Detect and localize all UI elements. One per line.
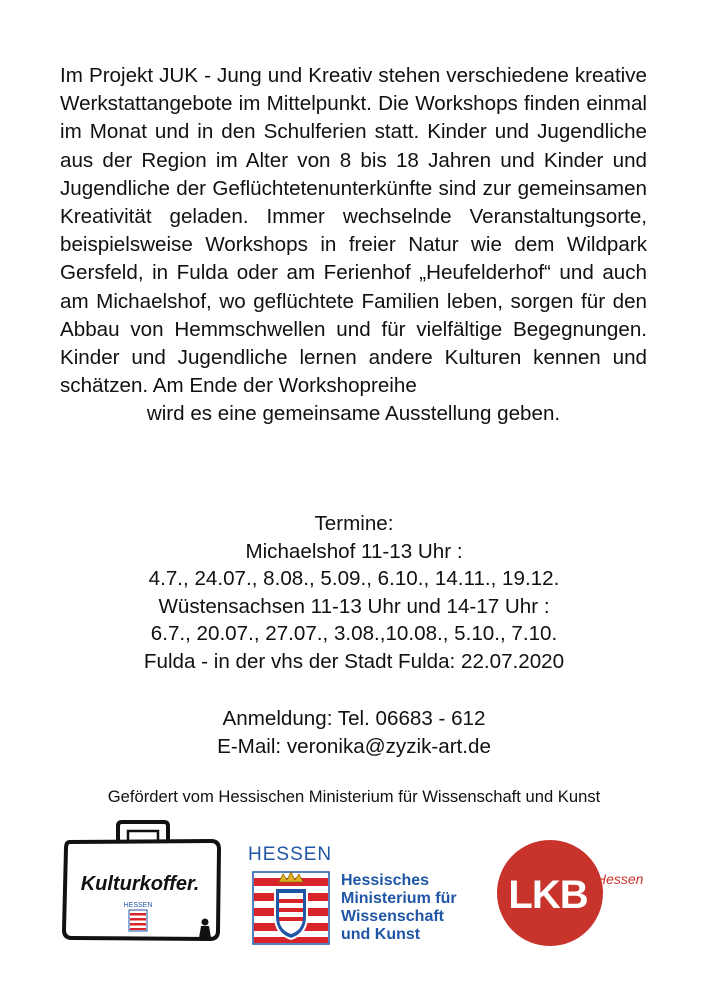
hmwk-name-line: Ministerium für: [341, 890, 457, 907]
termine-heading: Termine:: [314, 512, 394, 535]
termine-line: Michaelshof 11-13 Uhr :: [245, 539, 463, 563]
intro-paragraph: [60, 62, 647, 429]
svg-text:Hessisches Ministerium für: [341, 872, 461, 943]
contact-email[interactable]: E-Mail: veronika@zyzik-art.de: [217, 734, 491, 758]
termine-line: 6.7., 20.07., 27.07., 3.08.,10.08., 5.10., 7.10.: [150, 622, 558, 646]
hmwk-name-line: Hessisches: [341, 872, 430, 889]
intro-last-line: wird es eine gemeinsame Ausstellung geben.: [146, 402, 561, 426]
hmwk-name-line: und Kunst: [341, 926, 421, 943]
kulturkoffer-crest-icon: [129, 910, 147, 931]
lkb-hessen-label: Hessen: [596, 871, 644, 887]
termine-line: Wüstensachsen 11-13 Uhr und 14-17 Uhr :: [158, 594, 550, 618]
lkb-wordmark: LKB: [508, 873, 588, 917]
hmwk-logo: [245, 838, 485, 950]
contact-section: [0, 705, 708, 760]
termine-line: 4.7., 24.07., 8.08., 5.09., 6.10., 14.11., 19.12.: [148, 567, 560, 591]
kulturkoffer-wordmark: Kulturkoffer.: [80, 873, 200, 895]
termine-line: Fulda - in der vhs der Stadt Fulda: 22.07.2020: [143, 649, 565, 673]
hmwk-hessen-label: HESSEN: [248, 844, 333, 865]
lkb-hessen-logo: [494, 837, 664, 949]
kulturkoffer-logo: [58, 818, 228, 948]
funding-note: Gefördert vom Hessischen Ministerium für Wissenschaft und Kunst: [107, 787, 601, 806]
hessen-crest-icon: [253, 872, 329, 944]
kulturkoffer-hessen-label: HESSEN: [123, 902, 153, 909]
contact-phone: Anmeldung: Tel. 06683 - 612: [222, 707, 486, 730]
termine-section: [0, 510, 708, 676]
intro-text: Im Projekt JUK - Jung und Kreativ stehen verschiedene kreative Werkstattangebote im Mittelpunkt. Die Workshops finden einmal im Monat und in den Schulferien statt. Kinder und Jugendliche aus der Region im Alter von 8 bis 18 Jahren und Kinder und Jugendliche der Geflüchtetenunterkünfte sind zur gemeinsamen Kreativität geladen. Immer wechselnde Veranstaltungsorte, beispielsweise Workshops in freier Natur wie dem Wildpark Gersfeld, in Fulda oder am Ferienhof „Heufelderhof“ und auch am Michaelshof, wo geflüchtete Familien leben, sorgen für den Abbau von Hemmschwellen und für vielfältige Begegnungen. Kinder und Jugendliche lernen andere Kulturen kennen und schätzen. Am Ende der Workshopreihe: [60, 64, 647, 398]
hmwk-name-line: Wissenschaft: [341, 908, 444, 925]
